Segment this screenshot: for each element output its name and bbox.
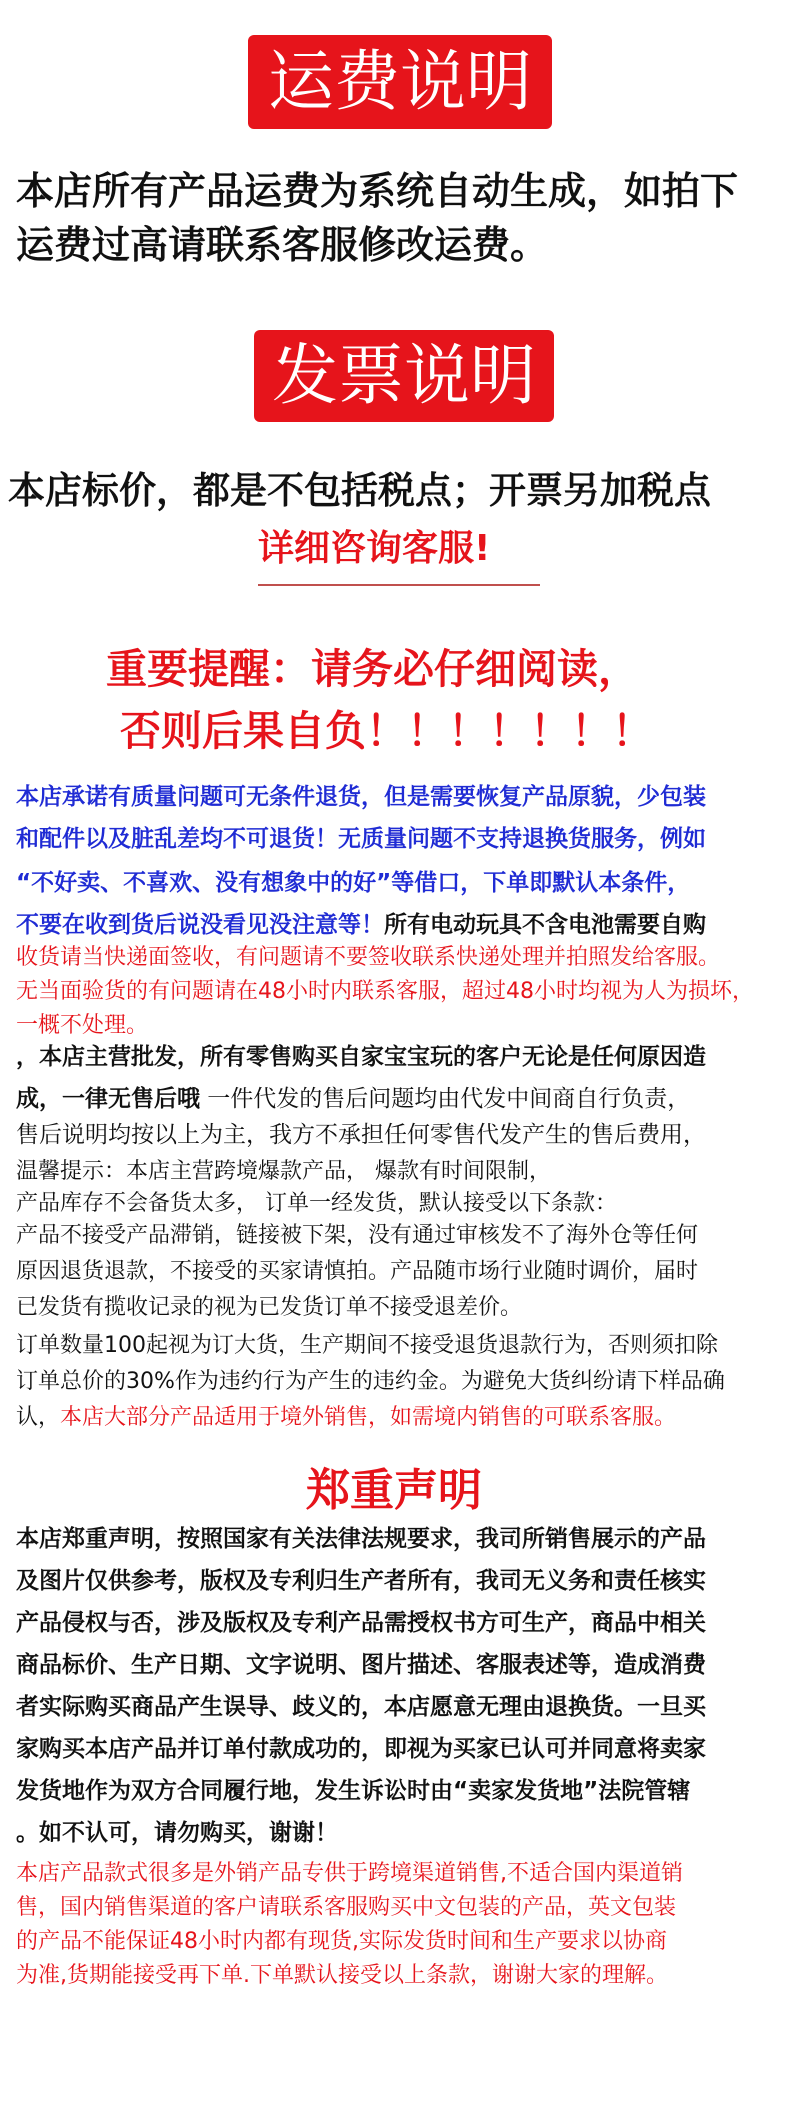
invoice-title-badge: 发票说明: [254, 330, 554, 422]
policy-line-b7: 原因退货退款，不接受的买家请慎拍。产品随市场行业随时调价，届时: [16, 1259, 699, 1284]
policy-line-b4: 温馨提示：本店主营跨境爆款产品， 爆款有时间限制，: [16, 1159, 551, 1184]
declaration-title: 郑重声明: [306, 1465, 482, 1516]
policy-line-b6: 产品不接受产品滞销，链接被下架，没有通过审核发不了海外仓等任何: [16, 1223, 699, 1248]
policy-line-b10: 订单总价的30%作为违约行为产生的违约金。为避免大货纠纷请下样品确: [16, 1369, 725, 1394]
policy-line-b9: 订单数量100起视为订大货，生产期间不接受退货退款行为，否则须扣除: [16, 1333, 718, 1358]
declaration-line-8: 。如不认可，请勿购买，谢谢！: [16, 1820, 338, 1846]
policy-red-line-1: 收货请当快递面签收，有问题请不要签收联系快递处理并拍照发给客服。: [16, 945, 721, 970]
declaration-line-7: 发货地作为双方合同履行地，发生诉讼时由“卖家发货地”法院管辖: [16, 1778, 691, 1804]
declaration-red-line-1: 本店产品款式很多是外销产品专供于跨境渠道销售,不适合国内渠道销: [16, 1861, 683, 1886]
declaration-line-3: 产品侵权与否，涉及版权及专利产品需授权书方可生产，商品中相关: [16, 1610, 706, 1636]
declaration-line-2: 及图片仅供参考，版权及专利归生产者所有，我司无义务和责任核实: [16, 1568, 706, 1594]
declaration-red-line-4: 为准,货期能接受再下单.下单默认接受以上条款，谢谢大家的理解。: [16, 1963, 668, 1988]
policy-battery-note: 所有电动玩具不含电池需要自购: [384, 912, 706, 938]
invoice-divider: [258, 584, 540, 586]
declaration-line-6: 家购买本店产品并订单付款成功的，即视为买家已认可并同意将卖家: [16, 1736, 706, 1762]
policy-line-b11: [16, 1400, 676, 1431]
policy-line-b8: 已发货有揽收记录的视为已发货订单不接受退差价。: [16, 1295, 523, 1320]
policy-blue-line-1: 本店承诺有质量问题可无条件退货，但是需要恢复产品原貌，少包装: [16, 784, 706, 810]
policy-overseas-note: 本店大部分产品适用于境外销售，如需境内销售的可联系客服。: [60, 1405, 677, 1430]
shipping-text-line-1: 本店所有产品运费为系统自动生成，如拍下: [16, 169, 739, 213]
invoice-text-line-1: 本店标价，都是不包括税点；开票另加税点: [8, 469, 711, 512]
reminder-line-1: 重要提醒：请务必仔细阅读，: [106, 645, 639, 693]
declaration-line-4: 商品标价、生产日期、文字说明、图片描述、客服表述等，造成消费: [16, 1652, 706, 1678]
policy-line-b3: 售后说明均按以上为主，我方不承担任何零售代发产生的售后费用，: [16, 1122, 706, 1148]
policy-blue-line-3: “不好卖、不喜欢、没有想象中的好”等借口，下单即默认本条件，: [16, 870, 691, 896]
shipping-title-badge: 运费说明: [248, 35, 552, 129]
policy-line-b5: 产品库存不会备货太多， 订单一经发货，默认接受以下条款：: [16, 1191, 617, 1216]
policy-wholesale-line-2: [16, 1080, 690, 1113]
declaration-red-line-3: 的产品不能保证48小时内都有现货,实际发货时间和生产要求以协商: [16, 1929, 667, 1954]
policy-line-4: [16, 906, 706, 939]
shipping-text-line-2: 运费过高请联系客服修改运费。: [16, 223, 549, 267]
invoice-consult-text: 详细咨询客服!: [258, 528, 491, 569]
declaration-line-1: 本店郑重声明，按照国家有关法律法规要求，我司所销售展示的产品: [16, 1526, 706, 1552]
policy-wholesale-line-1: ，本店主营批发，所有零售购买自家宝宝玩的客户无论是任何原因造: [16, 1044, 706, 1070]
policy-dropship-note: 一件代发的售后问题均由代发中间商自行负责，: [200, 1086, 691, 1112]
declaration-red-line-2: 售，国内销售渠道的客户请联系客服购买中文包装的产品，英文包装: [16, 1895, 677, 1920]
policy-no-aftersale: 成，一律无售后哦: [16, 1086, 200, 1112]
policy-blue-line-2: 和配件以及脏乱差均不可退货！无质量问题不支持退换货服务，例如: [16, 826, 706, 852]
reminder-line-2: 否则后果自负！！！！！！！: [120, 707, 653, 755]
policy-red-line-3: 一概不处理。: [16, 1013, 149, 1038]
policy-confirm-text: 认，: [16, 1405, 61, 1430]
policy-red-line-2: 无当面验货的有问题请在48小时内联系客服，超过48小时均视为人为损坏，: [16, 979, 754, 1004]
declaration-line-5: 者实际购买商品产生误导、歧义的，本店愿意无理由退换货。一旦买: [16, 1694, 706, 1720]
policy-blue-line-4: 不要在收到货后说没看见没注意等！: [16, 912, 384, 938]
